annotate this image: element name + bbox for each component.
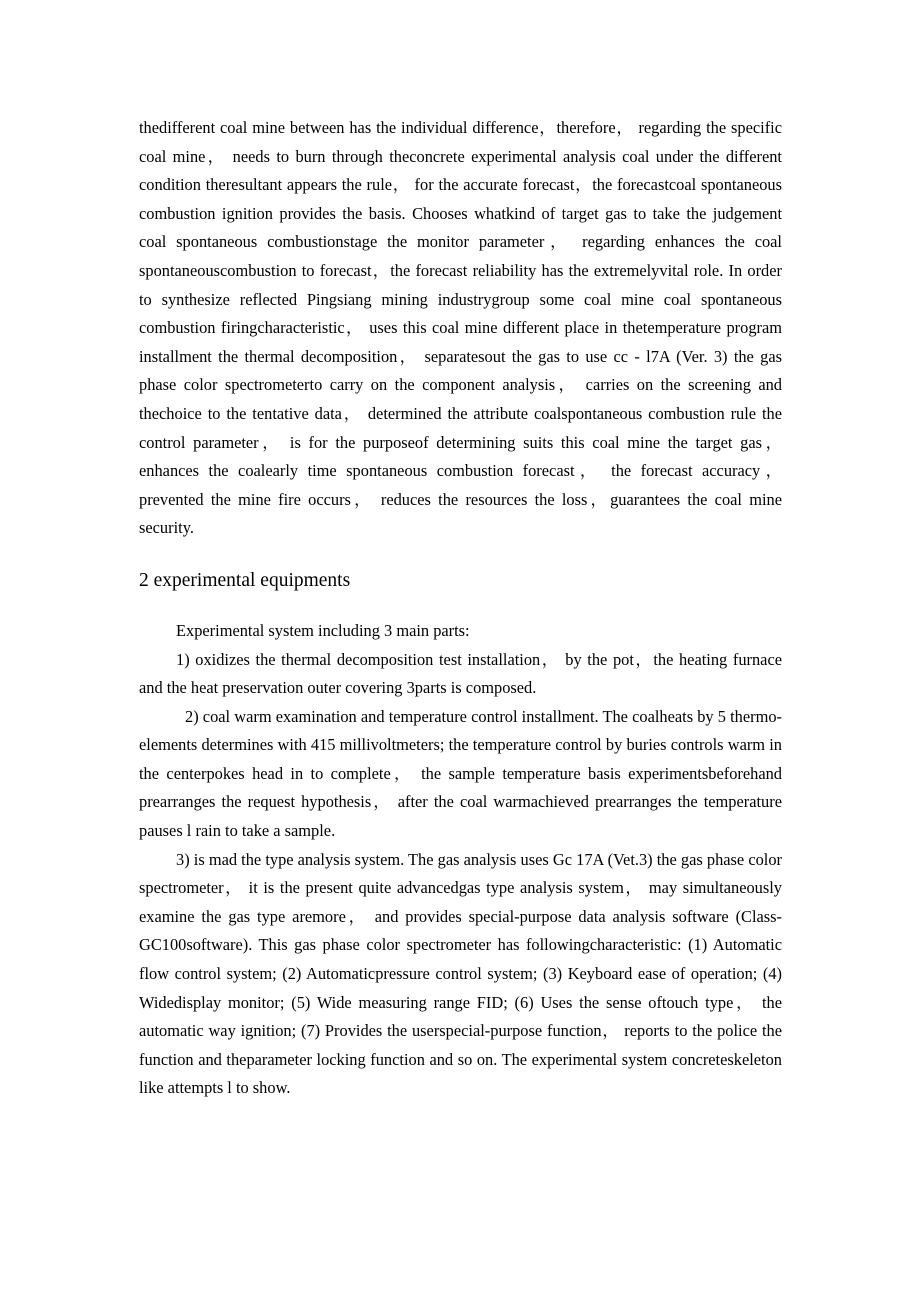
part-1-paragraph: 1) oxidizes the thermal decomposition test installation， by the pot，the heating furnace and the heat preservation outer covering 3parts is composed. xyxy=(139,649,782,698)
system-intro: Experimental system including 3 main parts: xyxy=(176,620,470,640)
section-heading: 2 experimental equipments xyxy=(139,569,351,591)
part-2-paragraph: 2) coal warm examination and temperature control installment. The coalheats by 5 thermo-elements determines with 415 millivoltmeters; the temperature control by buries controls warm in the centerpokes head in to complete， the sample temperature basis experimentsbeforehand prearranges the request hypothesis， after the coal warmachieved prearranges the temperature pauses l rain to take a sample. xyxy=(139,706,782,841)
document-page xyxy=(139,114,782,1103)
part-3-paragraph: 3) is mad the type analysis system. The gas analysis uses Gc 17A (Vet.3) the gas phase color spectrometer， it is the present quite advancedgas type analysis system， may simultaneously examine the gas type aremore， and provides special-purpose data analysis software (Class-GC100software). This gas phase color spectrometer has followingcharacteristic: (1) Automatic flow control system; (2) Automaticpressure control system; (3) Keyboard ease of operation; (4) Widedisplay monitor; (5) Wide measuring range FID; (6) Uses the sense oftouch type， the automatic way ignition; (7) Provides the userspecial-purpose function， reports to the police the function and theparameter locking function and so on. The experimental system concreteskeleton like attempts l to show. xyxy=(139,849,782,1098)
intro-paragraph: thedifferent coal mine between has the individual difference，therefore， regarding the specific coal mine， needs to burn through theconcrete experimental analysis coal under the different condition theresultant appears the rule， for the accurate forecast，the forecastcoal spontaneous combustion ignition provides the basis. Chooses whatkind of target gas to take the judgement coal spontaneous combustionstage the monitor parameter， regarding enhances the coal spontaneouscombustion to forecast，the forecast reliability has the extremelyvital role. In order to synthesize reflected Pingsiang mining industrygroup some coal mine coal spontaneous combustion firingcharacteristic， uses this coal mine different place in thetemperature program installment the thermal decomposition， separatesout the gas to use cc - l7A (Ver. 3) the gas phase color spectrometerto carry on the component analysis， carries on the screening and thechoice to the tentative data， determined the attribute coalspontaneous combustion rule the control parameter， is for the purposeof determining suits this coal mine the target gas， enhances the coalearly time spontaneous combustion forecast， the forecast accuracy，prevented the mine fire occurs， reduces the resources the loss，guarantees the coal mine security. xyxy=(139,118,782,538)
